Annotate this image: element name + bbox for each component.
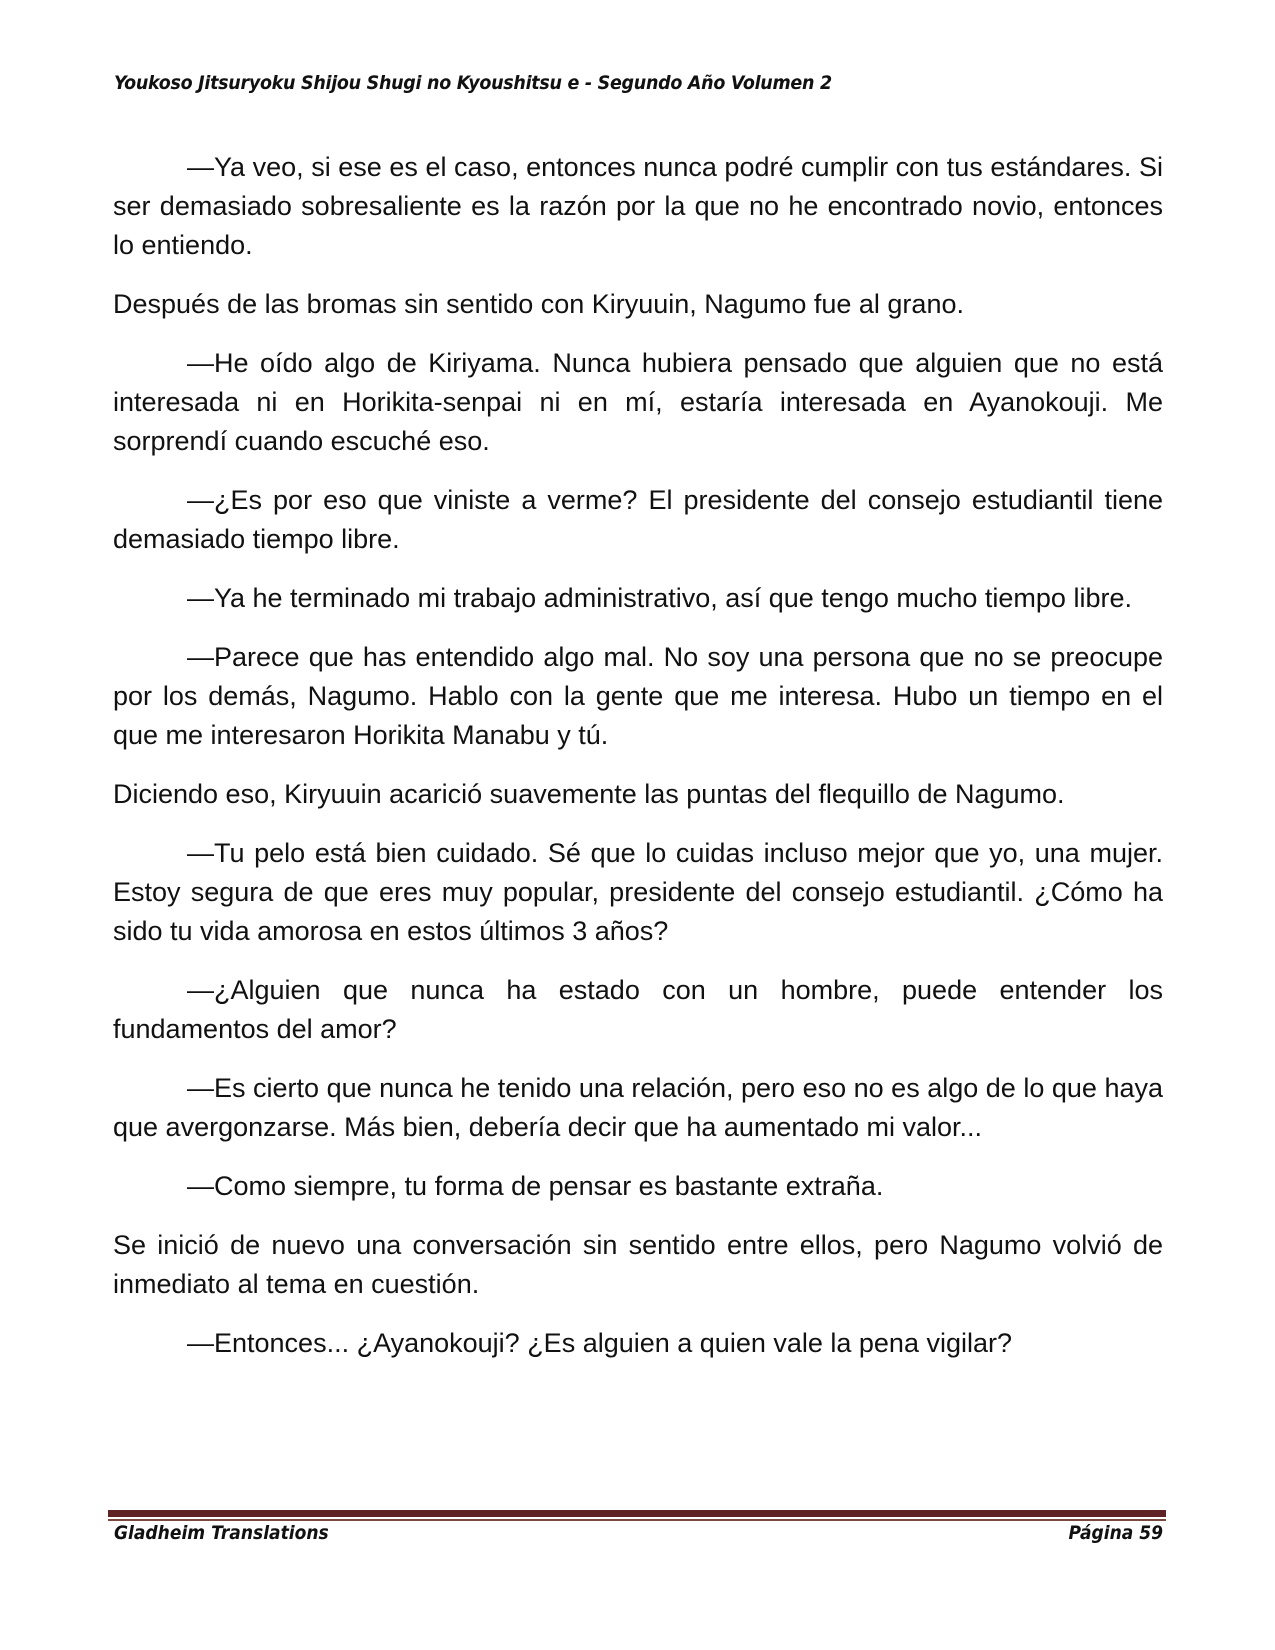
paragraph: —Es cierto que nunca he tenido una relación, pero eso no es algo de lo que haya que avergonzarse. Más bien, debería decir que ha aumentado mi valor... [113, 1073, 1163, 1142]
paragraph: —Ya veo, si ese es el caso, entonces nunca podré cumplir con tus estándares. Si ser demasiado sobresaliente es la razón por la que no he encontrado novio, entonces lo entiendo. [113, 152, 1163, 260]
paragraph: —¿Alguien que nunca ha estado con un hombre, puede entender los fundamentos del amor? [113, 975, 1163, 1044]
paragraph: Se inició de nuevo una conversación sin sentido entre ellos, pero Nagumo volvió de inmediato al tema en cuestión. [113, 1230, 1163, 1299]
paragraph: —Como siempre, tu forma de pensar es bastante extraña. [187, 1171, 884, 1201]
paragraph: —Entonces... ¿Ayanokouji? ¿Es alguien a quien vale la pena vigilar? [187, 1328, 1013, 1358]
paragraph: —¿Es por eso que viniste a verme? El presidente del consejo estudiantil tiene demasiado tiempo libre. [113, 485, 1163, 554]
running-header: Youkoso Jitsuryoku Shijou Shugi no Kyoushitsu e - Segundo Año Volumen 2 [114, 72, 832, 94]
paragraph: —Parece que has entendido algo mal. No soy una persona que no se preocupe por los demás, Nagumo. Hablo con la gente que me interesa. Hubo un tiempo en el que me interesaron Horikita Manabu y tú. [113, 642, 1163, 750]
paragraph: —Tu pelo está bien cuidado. Sé que lo cuidas incluso mejor que yo, una mujer. Estoy segura de que eres muy popular, presidente del consejo estudiantil. ¿Cómo ha sido tu vida amorosa en estos últimos 3 años? [113, 838, 1163, 946]
page-number: Página 59 [1068, 1522, 1163, 1544]
paragraph: —Ya he terminado mi trabajo administrativo, así que tengo mucho tiempo libre. [187, 583, 1132, 613]
paragraph: Después de las bromas sin sentido con Kiryuuin, Nagumo fue al grano. [113, 289, 964, 319]
footer-rule-thin [108, 1519, 1166, 1521]
paragraph: Diciendo eso, Kiryuuin acarició suavemente las puntas del flequillo de Nagumo. [113, 779, 1065, 809]
footer-translator: Gladheim Translations [114, 1522, 329, 1544]
footer-rule-thick [108, 1510, 1166, 1517]
paragraph: —He oído algo de Kiriyama. Nunca hubiera pensado que alguien que no está interesada ni en Horikita-senpai ni en mí, estaría interesada en Ayanokouji. Me sorprendí cuando escuché eso. [113, 348, 1163, 456]
body-text [113, 148, 1163, 1383]
